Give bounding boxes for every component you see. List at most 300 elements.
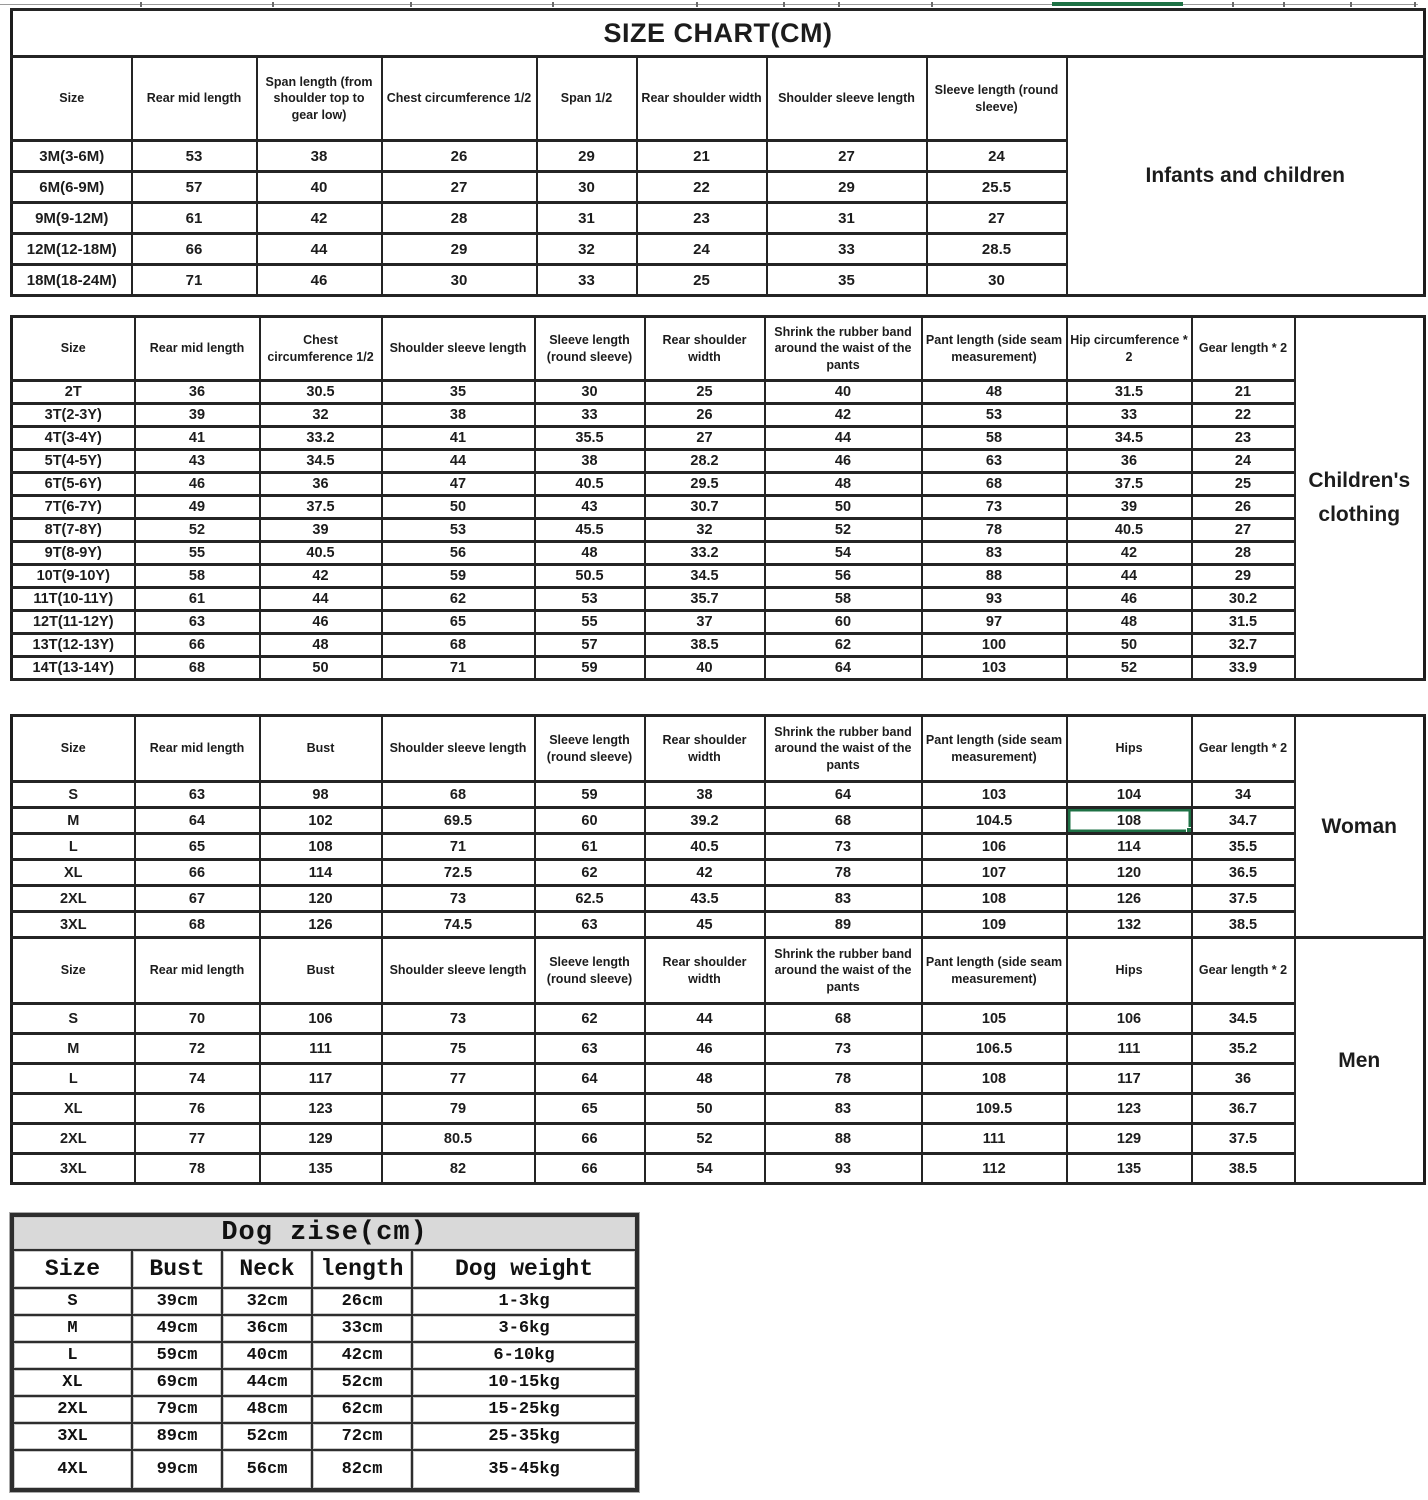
column-header: Pant length (side seam measurement) — [922, 938, 1067, 1004]
cell: 67 — [135, 886, 260, 912]
size-cell: 2T — [12, 381, 135, 404]
cell: 74.5 — [382, 912, 535, 938]
table-row — [12, 1094, 1425, 1124]
cell: 89 — [765, 912, 922, 938]
cell: 103 — [922, 782, 1067, 808]
cell: 53 — [535, 588, 645, 611]
cell: 30.2 — [1192, 588, 1295, 611]
cell: 44 — [765, 427, 922, 450]
cell: 111 — [922, 1124, 1067, 1154]
cell: 32 — [260, 404, 382, 427]
cell: 36 — [1192, 1064, 1295, 1094]
cell: 104 — [1067, 782, 1192, 808]
column-header: Hips — [1067, 716, 1192, 782]
column-header: Shoulder sleeve length — [382, 317, 535, 381]
cell: 57 — [535, 634, 645, 657]
cell: 28.5 — [927, 234, 1067, 265]
cell: 104.5 — [922, 808, 1067, 834]
cell: 10-15kg — [412, 1369, 637, 1396]
cell: 49 — [135, 496, 260, 519]
cell: 68 — [135, 657, 260, 680]
cell: 25 — [1192, 473, 1295, 496]
men-size-table-container — [10, 936, 1423, 1185]
cell: 24 — [927, 141, 1067, 172]
cell: 111 — [260, 1034, 382, 1064]
cell: 42 — [1067, 542, 1192, 565]
size-cell: XL — [12, 860, 135, 886]
cell: 71 — [382, 834, 535, 860]
cell: 31 — [767, 203, 927, 234]
cell: 50 — [382, 496, 535, 519]
size-cell: L — [12, 834, 135, 860]
cell: 55 — [135, 542, 260, 565]
column-header: Shrink the rubber band around the waist of the pants — [765, 938, 922, 1004]
cell: 30.5 — [260, 381, 382, 404]
cell: 42 — [645, 860, 765, 886]
size-cell: S — [12, 1004, 135, 1034]
cell: 38 — [535, 450, 645, 473]
column-header: Size — [12, 716, 135, 782]
column-header: Gear length * 2 — [1192, 716, 1295, 782]
cell: 35-45kg — [412, 1450, 637, 1490]
cell: 40 — [257, 172, 382, 203]
cell: 75 — [382, 1034, 535, 1064]
cell: 69.5 — [382, 808, 535, 834]
cell: 37.5 — [260, 496, 382, 519]
table-row — [12, 519, 1425, 542]
cell: 46 — [645, 1034, 765, 1064]
cell: 31 — [537, 203, 637, 234]
column-header: Bust — [132, 1250, 222, 1288]
cell: 26 — [1192, 496, 1295, 519]
cell: 83 — [765, 886, 922, 912]
cell: 33.2 — [260, 427, 382, 450]
cell: 44 — [260, 588, 382, 611]
cell: 57 — [132, 172, 257, 203]
group-label: Children's clothing — [1295, 317, 1425, 680]
cell: 29 — [1192, 565, 1295, 588]
column-header: Shoulder sleeve length — [767, 57, 927, 141]
cell: 93 — [765, 1154, 922, 1184]
table-row — [12, 1369, 637, 1396]
cell: 25 — [637, 265, 767, 296]
cell: 66 — [132, 234, 257, 265]
cell: 78 — [922, 519, 1067, 542]
cell: 129 — [260, 1124, 382, 1154]
cell: 25 — [645, 381, 765, 404]
column-header: Shrink the rubber band around the waist of the pants — [765, 317, 922, 381]
header-row — [12, 317, 1425, 381]
spreadsheet-edge-strip — [0, 0, 1418, 8]
cell: 66 — [135, 634, 260, 657]
cell: 50.5 — [535, 565, 645, 588]
cell: 58 — [922, 427, 1067, 450]
cell: 126 — [1067, 886, 1192, 912]
cell: 62 — [765, 634, 922, 657]
column-header: Shoulder sleeve length — [382, 938, 535, 1004]
cell: 50 — [1067, 634, 1192, 657]
cell: 29 — [537, 141, 637, 172]
size-cell: 18M(18-24M) — [12, 265, 132, 296]
table-row — [12, 496, 1425, 519]
cell: 38 — [257, 141, 382, 172]
size-cell: 9M(9-12M) — [12, 203, 132, 234]
cell: 66 — [535, 1154, 645, 1184]
cell: 35.5 — [1192, 834, 1295, 860]
cell: 33 — [535, 404, 645, 427]
column-header: Gear length * 2 — [1192, 317, 1295, 381]
cell: 48 — [765, 473, 922, 496]
cell: 106.5 — [922, 1034, 1067, 1064]
column-header: Shoulder sleeve length — [382, 716, 535, 782]
cell: 68 — [382, 782, 535, 808]
cell: 62 — [382, 588, 535, 611]
cell: 73 — [765, 834, 922, 860]
cell: 71 — [132, 265, 257, 296]
cell: 114 — [1067, 834, 1192, 860]
cell: 77 — [135, 1124, 260, 1154]
table-row — [12, 450, 1425, 473]
cell: 117 — [1067, 1064, 1192, 1094]
column-boundary-tick — [552, 2, 554, 7]
cell: 40.5 — [535, 473, 645, 496]
cell: 120 — [260, 886, 382, 912]
cell: 65 — [382, 611, 535, 634]
cell: 73 — [922, 496, 1067, 519]
cell: 28 — [382, 203, 537, 234]
cell: 126 — [260, 912, 382, 938]
size-cell: M — [12, 808, 135, 834]
cell: 56cm — [222, 1450, 312, 1490]
cell: 40cm — [222, 1342, 312, 1369]
cell: 106 — [922, 834, 1067, 860]
cell: 24 — [637, 234, 767, 265]
cell: 62cm — [312, 1396, 412, 1423]
size-cell: 2XL — [12, 1396, 132, 1423]
column-header: Chest circumference 1/2 — [382, 57, 537, 141]
cell: 88 — [922, 565, 1067, 588]
cell: 129 — [1067, 1124, 1192, 1154]
size-cell: S — [12, 1288, 132, 1315]
table-row — [12, 782, 1425, 808]
table-row — [12, 381, 1425, 404]
table-row — [12, 473, 1425, 496]
cell: 46 — [135, 473, 260, 496]
column-header: Sleeve length (round sleeve) — [535, 716, 645, 782]
size-cell: 9T(8-9Y) — [12, 542, 135, 565]
column-header: Rear shoulder width — [637, 57, 767, 141]
cell: 40 — [645, 657, 765, 680]
table-row — [12, 542, 1425, 565]
cell: 43.5 — [645, 886, 765, 912]
cell: 72cm — [312, 1423, 412, 1450]
children-table — [10, 315, 1426, 681]
cell: 59 — [535, 782, 645, 808]
column-header: Shrink the rubber band around the waist of the pants — [765, 716, 922, 782]
cell: 30 — [927, 265, 1067, 296]
cell: 52 — [765, 519, 922, 542]
cell: 38.5 — [1192, 1154, 1295, 1184]
column-header: Span length (from shoulder top to gear low) — [257, 57, 382, 141]
infants-table — [10, 8, 1426, 297]
size-cell: 2XL — [12, 1124, 135, 1154]
cell: 68 — [382, 634, 535, 657]
cell: 52 — [135, 519, 260, 542]
cell: 26 — [645, 404, 765, 427]
cell: 69cm — [132, 1369, 222, 1396]
cell: 68 — [765, 808, 922, 834]
size-cell: 12M(12-18M) — [12, 234, 132, 265]
size-cell: 7T(6-7Y) — [12, 496, 135, 519]
cell: 42cm — [312, 1342, 412, 1369]
size-cell: 13T(12-13Y) — [12, 634, 135, 657]
selected-cell[interactable]: 108 — [1067, 808, 1192, 834]
table-row — [12, 1396, 637, 1423]
table-row — [12, 886, 1425, 912]
column-header: Size — [12, 317, 135, 381]
cell: 27 — [645, 427, 765, 450]
table-row — [12, 860, 1425, 886]
size-cell: L — [12, 1342, 132, 1369]
gridline — [0, 4, 1418, 5]
cell: 32.7 — [1192, 634, 1295, 657]
group-label: Woman — [1295, 716, 1425, 938]
cell: 25-35kg — [412, 1423, 637, 1450]
cell: 59cm — [132, 1342, 222, 1369]
cell: 37.5 — [1067, 473, 1192, 496]
column-header: Rear shoulder width — [645, 716, 765, 782]
cell: 1-3kg — [412, 1288, 637, 1315]
cell: 42 — [260, 565, 382, 588]
cell: 48 — [535, 542, 645, 565]
cell: 44 — [257, 234, 382, 265]
cell: 63 — [922, 450, 1067, 473]
cell: 78 — [765, 1064, 922, 1094]
column-boundary-tick — [1283, 2, 1285, 7]
cell: 32 — [537, 234, 637, 265]
infants-size-table-container — [10, 8, 1423, 297]
size-cell: 6T(5-6Y) — [12, 473, 135, 496]
size-cell: XL — [12, 1094, 135, 1124]
column-header: Size — [12, 57, 132, 141]
column-header: Rear mid length — [135, 938, 260, 1004]
table-row — [12, 1124, 1425, 1154]
column-header: Gear length * 2 — [1192, 938, 1295, 1004]
cell: 26cm — [312, 1288, 412, 1315]
cell: 102 — [260, 808, 382, 834]
table-row — [12, 427, 1425, 450]
cell: 40 — [765, 381, 922, 404]
cell: 73 — [765, 1034, 922, 1064]
men-table — [10, 936, 1426, 1185]
cell: 29 — [767, 172, 927, 203]
women-size-table-container — [10, 714, 1423, 939]
women-table — [10, 714, 1426, 939]
cell: 3-6kg — [412, 1315, 637, 1342]
cell: 50 — [260, 657, 382, 680]
cell: 76 — [135, 1094, 260, 1124]
cell: 47 — [382, 473, 535, 496]
dog-size-table — [10, 1213, 639, 1492]
column-boundary-tick — [1350, 2, 1352, 7]
size-cell: 4T(3-4Y) — [12, 427, 135, 450]
cell: 114 — [260, 860, 382, 886]
cell: 30 — [535, 381, 645, 404]
column-header: Rear shoulder width — [645, 317, 765, 381]
title-row — [12, 10, 1425, 57]
size-chart-sheet — [0, 8, 1428, 1492]
table-row — [12, 808, 1425, 834]
cell: 21 — [1192, 381, 1295, 404]
cell: 38.5 — [645, 634, 765, 657]
cell: 65 — [135, 834, 260, 860]
column-header: Span 1/2 — [537, 57, 637, 141]
table-row — [12, 588, 1425, 611]
size-cell: 12T(11-12Y) — [12, 611, 135, 634]
cell: 93 — [922, 588, 1067, 611]
cell: 103 — [922, 657, 1067, 680]
size-cell: 14T(13-14Y) — [12, 657, 135, 680]
cell: 35 — [767, 265, 927, 296]
cell: 44cm — [222, 1369, 312, 1396]
cell: 22 — [637, 172, 767, 203]
cell: 48 — [1067, 611, 1192, 634]
size-cell: L — [12, 1064, 135, 1094]
cell: 34.5 — [645, 565, 765, 588]
cell: 38 — [645, 782, 765, 808]
cell: 72.5 — [382, 860, 535, 886]
selected-column-indicator — [1052, 2, 1183, 6]
cell: 62.5 — [535, 886, 645, 912]
cell: 37 — [645, 611, 765, 634]
cell: 33 — [767, 234, 927, 265]
cell: 135 — [260, 1154, 382, 1184]
cell: 78 — [135, 1154, 260, 1184]
table-row — [12, 912, 1425, 938]
cell: 123 — [260, 1094, 382, 1124]
cell: 80.5 — [382, 1124, 535, 1154]
cell: 71 — [382, 657, 535, 680]
size-cell: 8T(7-8Y) — [12, 519, 135, 542]
cell: 98 — [260, 782, 382, 808]
column-header: Hip circumference * 2 — [1067, 317, 1192, 381]
cell: 61 — [132, 203, 257, 234]
cell: 27 — [1192, 519, 1295, 542]
cell: 58 — [765, 588, 922, 611]
cell: 39cm — [132, 1288, 222, 1315]
cell: 65 — [535, 1094, 645, 1124]
cell: 44 — [382, 450, 535, 473]
cell: 70 — [135, 1004, 260, 1034]
cell: 66 — [135, 860, 260, 886]
cell: 46 — [765, 450, 922, 473]
cell: 53 — [922, 404, 1067, 427]
column-boundary-tick — [1414, 2, 1416, 7]
cell: 38 — [382, 404, 535, 427]
table-row — [12, 1004, 1425, 1034]
cell: 109.5 — [922, 1094, 1067, 1124]
cell: 99cm — [132, 1450, 222, 1490]
cell: 34.7 — [1192, 808, 1295, 834]
cell: 50 — [645, 1094, 765, 1124]
column-header: Sleeve length (round sleeve) — [927, 57, 1067, 141]
cell: 37.5 — [1192, 1124, 1295, 1154]
cell: 21 — [637, 141, 767, 172]
cell: 39 — [260, 519, 382, 542]
cell: 27 — [382, 172, 537, 203]
cell: 24 — [1192, 450, 1295, 473]
spacer — [10, 1185, 1423, 1213]
column-header: Rear mid length — [135, 716, 260, 782]
cell: 54 — [645, 1154, 765, 1184]
cell: 23 — [637, 203, 767, 234]
cell: 53 — [132, 141, 257, 172]
column-header: Dog weight — [412, 1250, 637, 1288]
cell: 108 — [922, 1064, 1067, 1094]
cell: 66 — [535, 1124, 645, 1154]
column-boundary-tick — [838, 2, 840, 7]
column-header: Sleeve length (round sleeve) — [535, 317, 645, 381]
cell: 26 — [382, 141, 537, 172]
size-cell: 10T(9-10Y) — [12, 565, 135, 588]
column-header: length — [312, 1250, 412, 1288]
cell: 36 — [260, 473, 382, 496]
cell: 50 — [765, 496, 922, 519]
cell: 54 — [765, 542, 922, 565]
header-row — [12, 716, 1425, 782]
table-row — [12, 1034, 1425, 1064]
cell: 48 — [922, 381, 1067, 404]
cell: 36 — [1067, 450, 1192, 473]
cell: 79 — [382, 1094, 535, 1124]
cell: 39 — [1067, 496, 1192, 519]
cell: 46 — [260, 611, 382, 634]
cell: 108 — [260, 834, 382, 860]
column-header: Pant length (side seam measurement) — [922, 317, 1067, 381]
cell: 59 — [535, 657, 645, 680]
cell: 27 — [767, 141, 927, 172]
cell: 29 — [382, 234, 537, 265]
cell: 25.5 — [927, 172, 1067, 203]
cell: 27 — [927, 203, 1067, 234]
cell: 31.5 — [1067, 381, 1192, 404]
cell: 109 — [922, 912, 1067, 938]
cell: 35.2 — [1192, 1034, 1295, 1064]
table-row — [12, 1342, 637, 1369]
cell: 62 — [535, 860, 645, 886]
size-cell: XL — [12, 1369, 132, 1396]
column-boundary-tick — [931, 2, 933, 7]
children-size-table-container — [10, 315, 1423, 681]
size-cell: 4XL — [12, 1450, 132, 1490]
cell: 41 — [382, 427, 535, 450]
header-row — [12, 938, 1425, 1004]
table-row — [12, 1450, 637, 1490]
cell: 68 — [135, 912, 260, 938]
cell: 52 — [645, 1124, 765, 1154]
column-header: Hips — [1067, 938, 1192, 1004]
cell: 63 — [135, 611, 260, 634]
cell: 60 — [535, 808, 645, 834]
cell: 46 — [257, 265, 382, 296]
column-header: Chest circumference 1/2 — [260, 317, 382, 381]
cell: 62 — [535, 1004, 645, 1034]
table-row — [12, 1315, 637, 1342]
cell: 88 — [765, 1124, 922, 1154]
cell: 105 — [922, 1004, 1067, 1034]
size-cell: 5T(4-5Y) — [12, 450, 135, 473]
cell: 64 — [135, 808, 260, 834]
